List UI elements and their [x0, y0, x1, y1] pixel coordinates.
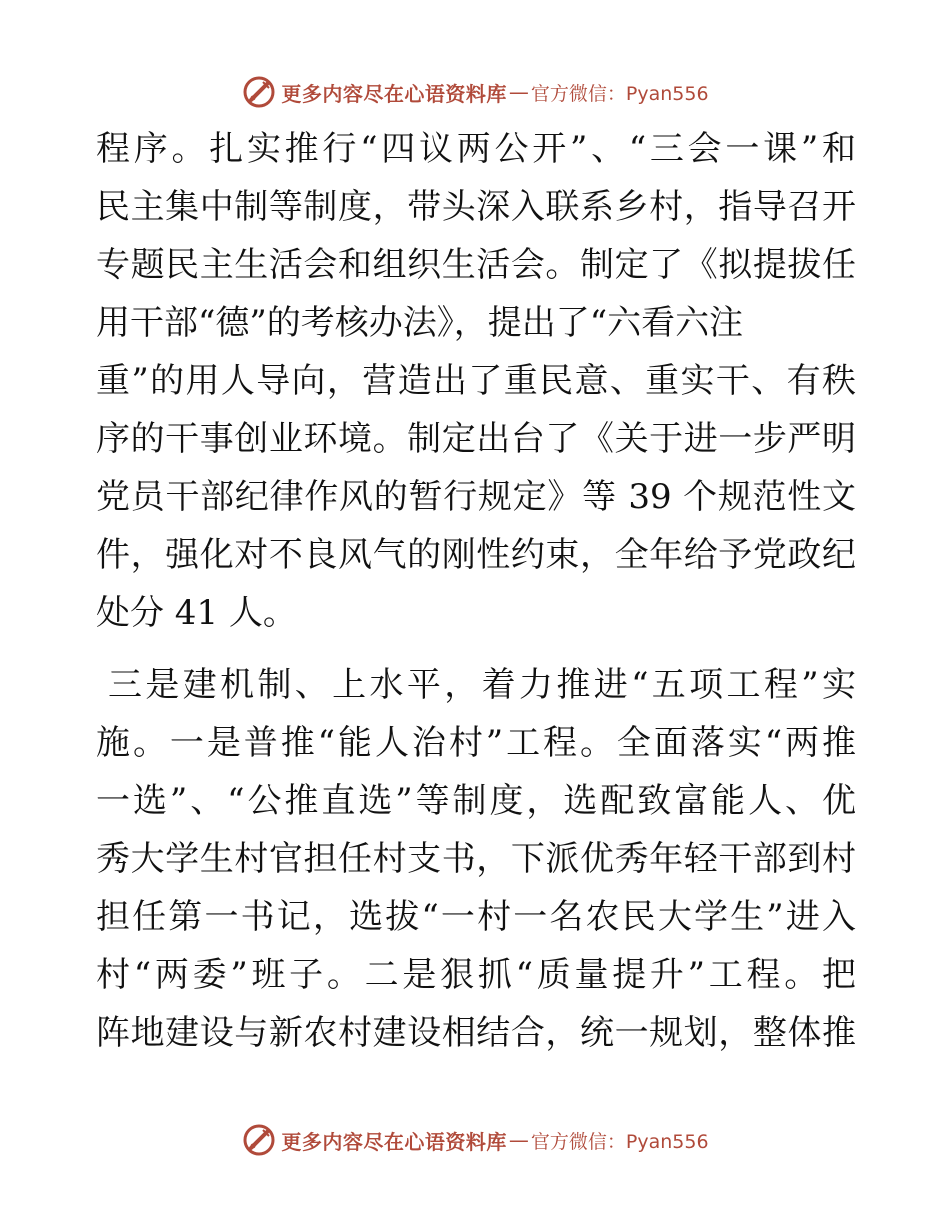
banner-wechat: 官方微信：Pyan556 [530, 82, 709, 105]
text-line: 三是建机制、上水平，着力推进“五项工程”实 [108, 665, 856, 705]
pen-logo-icon [241, 1122, 277, 1158]
text-line: 党员干部纪律作风的暂行规定》等 39 个规范性文 [96, 477, 856, 517]
paragraph-1 [96, 120, 856, 642]
text-line: 担任第一书记，选拔“一村一名农民大学生”进入 [96, 897, 856, 937]
text-line: 秀大学生村官担任村支书，下派优秀年轻干部到村 [96, 839, 856, 879]
text-line: 专题民主生活会和组织生活会。制定了《拟提拔任 [96, 245, 856, 285]
text-line: 施。一是普推“能人治村”工程。全面落实“两推 [96, 723, 856, 763]
text-line: 重”的用人导向，营造出了重民意、重实干、有秩 [96, 361, 856, 401]
text-line: 件，强化对不良风气的刚性约束，全年给予党政纪 [96, 535, 856, 575]
footer-banner [0, 1120, 950, 1160]
text-line: 一选”、“公推直选”等制度，选配致富能人、优 [96, 781, 856, 821]
banner-dash: — [508, 80, 529, 104]
banner-wechat: 官方微信：Pyan556 [530, 1130, 709, 1153]
text-line: 处分 41 人。 [96, 593, 297, 633]
text-line: 村“两委”班子。二是狠抓“质量提升”工程。把 [96, 955, 856, 995]
banner-dash: — [508, 1128, 529, 1152]
text-line: 阵地建设与新农村建设相结合，统一规划，整体推 [96, 1013, 856, 1053]
text-line: 序的干事创业环境。制定出台了《关于进一步严明 [96, 419, 856, 459]
banner-title: 更多内容尽在心语资料库 [281, 81, 507, 106]
banner-title: 更多内容尽在心语资料库 [281, 1129, 507, 1154]
header-banner [0, 72, 950, 112]
text-line: 民主集中制等制度，带头深入联系乡村，指导召开 [96, 187, 856, 227]
document-body [96, 120, 856, 1062]
paragraph-2 [96, 656, 856, 1062]
text-line: 程序。扎实推行“四议两公开”、“三会一课”和 [96, 129, 856, 169]
pen-logo-icon [241, 74, 277, 110]
text-line: 用干部“德”的考核办法》，提出了“六看六注 [96, 303, 744, 343]
